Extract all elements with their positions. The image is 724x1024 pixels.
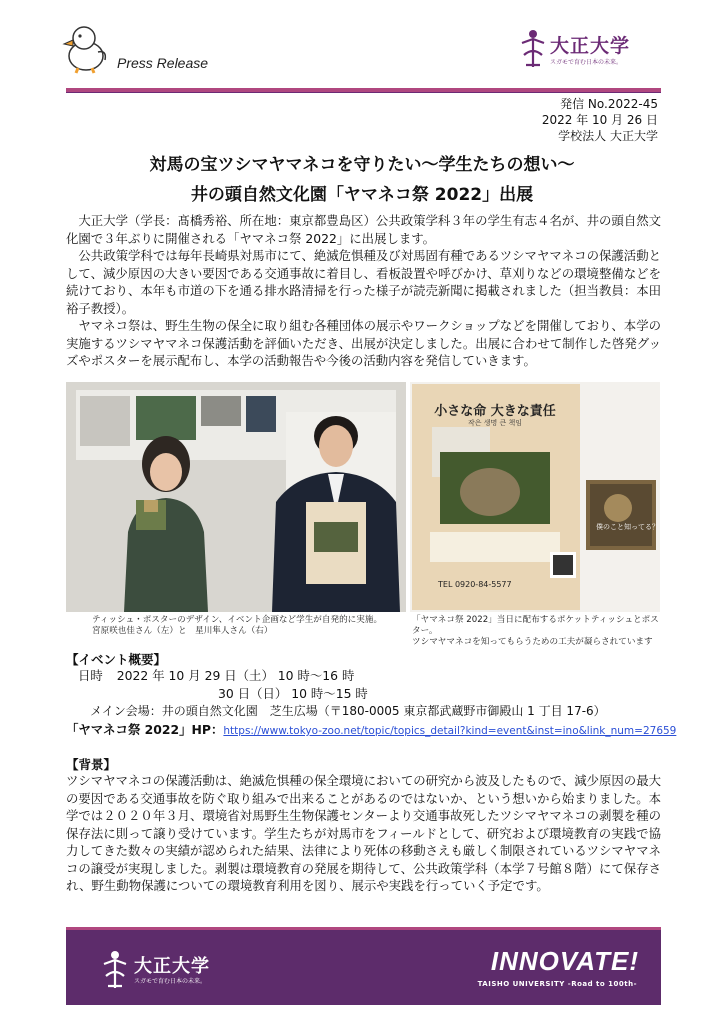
innovate-logo: INNOVATE! (490, 946, 639, 976)
document-meta (542, 96, 658, 144)
event-hp-label: 「ヤマネコ祭 2022」HP： (66, 722, 224, 737)
innovate-subtitle: TAISHO UNIVERSITY -Road to 100th- (477, 980, 637, 988)
document-date: 2022 年 10 月 26 日 (541, 113, 658, 127)
footer-logo-tagline: スガモで育む日本の未来。 (134, 978, 207, 985)
logo-name: 大正大学 (550, 35, 631, 57)
event-date-1: 2022 年 10 月 29 日（土） 10 時～16 時 (116, 668, 355, 683)
intro-paragraph-3: ヤマネコ祭は、野生生物の保全に取り組む各種団体の展示やワークショップなどを開催しており、本学の実施するツシマヤマネコ保護活動を評価いただき、出展が決定しました。出展に合わせて制作した啓発グッズやポスターを展示配布し、本学の活動報告や今後の活動内容を発信していきます。 (66, 318, 661, 368)
duck-mascot-icon (62, 22, 112, 74)
title-line-2: 井の頭自然文化園「ヤマネコ祭 2022」出展 (190, 185, 534, 205)
taisho-logo-icon (520, 29, 546, 69)
event-date-line-1 (78, 667, 354, 685)
event-heading: 【イベント概要】 (66, 652, 167, 667)
event-date-label: 日時 (78, 668, 103, 683)
event-date-2: 30 日（日） 10 時～15 時 (218, 686, 368, 701)
poster-tel: TEL 0920-84-5577 (438, 580, 512, 589)
intro-text (66, 212, 661, 370)
taisho-logo-footer-icon (102, 950, 128, 990)
event-hp-link[interactable]: https://www.tokyo-zoo.net/topic/topics_detail?kind=event&inst=ino&link_num=27659 (223, 725, 677, 737)
students-photo-illustration (66, 382, 406, 612)
poster-title: 小さな命 大きな責任 (434, 404, 556, 419)
logo-tagline: スガモで育む日本の未来。 (550, 59, 623, 66)
event-hp-line (66, 721, 676, 741)
tissue-card-text: 僕のこと知ってる？ (596, 523, 659, 531)
document-issuer: 学校法人 大正大学 (558, 129, 658, 143)
footer-logo (102, 950, 242, 990)
poster-photo (410, 382, 660, 612)
caption-right: 「ヤマネコ祭 2022」当日に配布するポケットティッシュとポスター。 ツシマヤマネコを知ってもらうための工夫が凝らされています (412, 615, 659, 647)
caption-left: ティッシュ・ポスターのデザイン、イベント企画など学生が自発的に実施。 宮原咲也佳さん（左）と 星川隼人さん（右） (92, 615, 383, 636)
intro-paragraph-2: 公共政策学科では毎年長崎県対馬市にて、絶滅危惧種及び対馬固有種であるツシマヤマネコの保護活動として、減少原因の大きい要因である交通事故に着目し、看板設置や呼びかけ、草刈りなどの環境整備などを続けており、本年も市道の下を通る排水路清掃を行った様子が読売新聞に掲載されました（担当教員：本田裕子教授）。 (66, 248, 661, 316)
students-photo (66, 382, 406, 612)
background-text (66, 772, 661, 895)
background-heading: 【背景】 (66, 757, 117, 772)
header-divider (66, 88, 661, 93)
intro-paragraph-1: 大正大学（学長：髙橋秀裕、所在地：東京都豊島区）公共政策学科３年の学生有志４名が、井の頭自然文化園で３年ぶりに開催される「ヤマネコ祭 2022」に出展します。 (66, 213, 661, 246)
document-number: 発信 No.2022-45 (560, 97, 658, 111)
background-paragraph: ツシマヤマネコの保護活動は、絶滅危惧種の保全環境においての研究から波及したもので、減少原因の最大の要因である交通事故を防ぐ取り組みで出来ることがあるのではないか、という想いから始まりました。本学では２０２０年３月、環境省対馬野生生物保護センターより交通事故死したツシマヤマネコの剥製を種の保存法に則って譲り受けています。学生たちが対馬市をフィールドとして、研究および環境教育の実践で協力してきた数々の実績が認められた結果、法律により死体の移動さえも厳しく制限されているツシマヤマネコの譲受が実現しました。剥製は環境教育の発展を期待して、公共政策学科（本学７号館８階）にて保存され、野生動物保護についての環境教育利用を図り、展示や実践を行っていく予定です。 (66, 773, 661, 893)
footer-logo-name: 大正大学 (134, 956, 210, 977)
university-logo (520, 27, 660, 73)
poster-subtitle: 작은 생명 큰 책임 (467, 419, 522, 427)
press-release-label: Press Release (117, 55, 209, 71)
title-line-1: 対馬の宝ツシマヤマネコを守りたい～学生たちの想い～ (149, 155, 575, 175)
event-venue: メイン会場：井の頭自然文化園 芝生広場（〒180-0005 東京都武蔵野市御殿山 1 丁目 17-6） (90, 704, 606, 718)
footer-banner (66, 930, 661, 1005)
